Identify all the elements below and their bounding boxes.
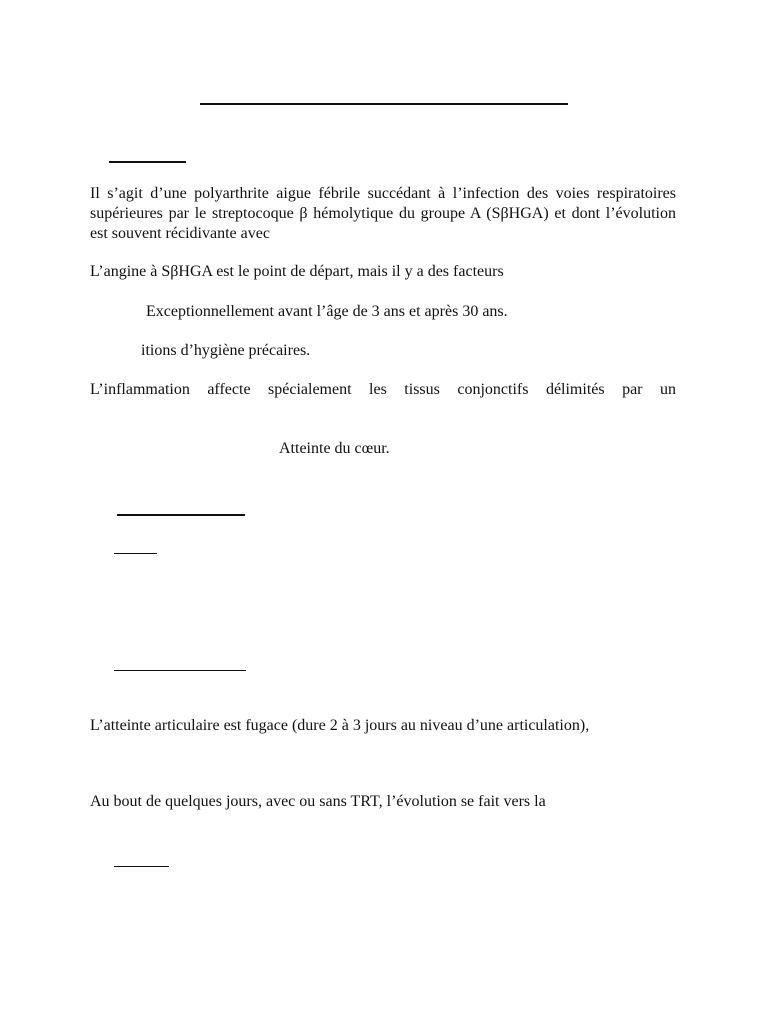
evolution-line: Au bout de quelques jours, avec ou sans TRT, l’évolution se fait vers la [90,793,546,810]
hygiene-line: itions d’hygiène précaires. [141,342,311,359]
inflammation-line: L’inflammation affecte spécialement les tissus conjonctifs délimités par un [90,381,676,398]
subheading-underline-2 [114,670,246,671]
articular-line: L’atteinte articulaire est fugace (dure 2 à 3 jours au niveau d’une articulation), [90,717,590,734]
definition-paragraph: Il s’agit d’une polyarthrite aigue fébrile succédant à l’infection des voies respiratoires supérieures par le streptocoque β hémolytique du groupe A (SβHGA) et dont l’évolution est souvent récidivante avec [90,185,676,242]
subheading-underline-3 [114,866,169,867]
section-heading-underline [109,161,186,163]
title-underline [200,103,568,105]
section-heading-underline-2 [117,514,245,516]
etiology-line: L’angine à SβHGA est le point de départ, mais il y a des facteurs [90,263,504,280]
age-line: Exceptionnellement avant l’âge de 3 ans et après 30 ans. [146,303,508,320]
heart-line: Atteinte du cœur. [279,440,390,457]
subheading-underline-1 [114,553,157,554]
